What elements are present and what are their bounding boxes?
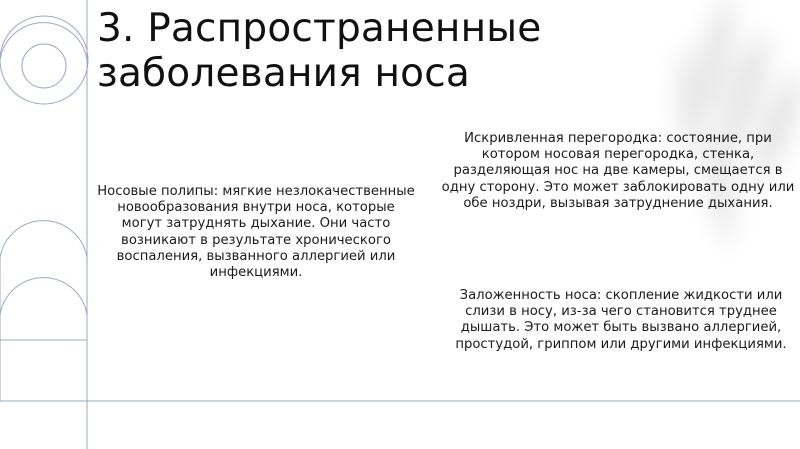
top-outer-circle: [0, 16, 88, 104]
nasal-congestion-text: Заложенность носа: скопление жидкости или слизи в носу, из-за чего становится труднее дышать. Это может быть вызвано аллергией, простудой, гриппом или другими инфекциями.: [455, 288, 787, 352]
deviated-septum-text: Искривленная перегородка: состояние, при котором носовая перегородка, стенка, разделяющая нос на две камеры, смещается в одну сторону. Это может заблокировать одну или обе ноздри, вызывая затруднение дыхания.: [441, 131, 795, 211]
top-inner-circle: [22, 44, 66, 88]
middle-arch-shape: [0, 221, 87, 340]
slide-title: 3. Распространенные заболевания носа: [97, 6, 542, 96]
nasal-polyps-text: Носовые полипы: мягкие незлокачественные новообразования внутри носа, которые могут затруднять дыхание. Они часто возникают в результате хронического воспаления, вызванного аллергией или инфекциями.: [97, 184, 415, 281]
lower-arch-shape: [0, 278, 87, 401]
